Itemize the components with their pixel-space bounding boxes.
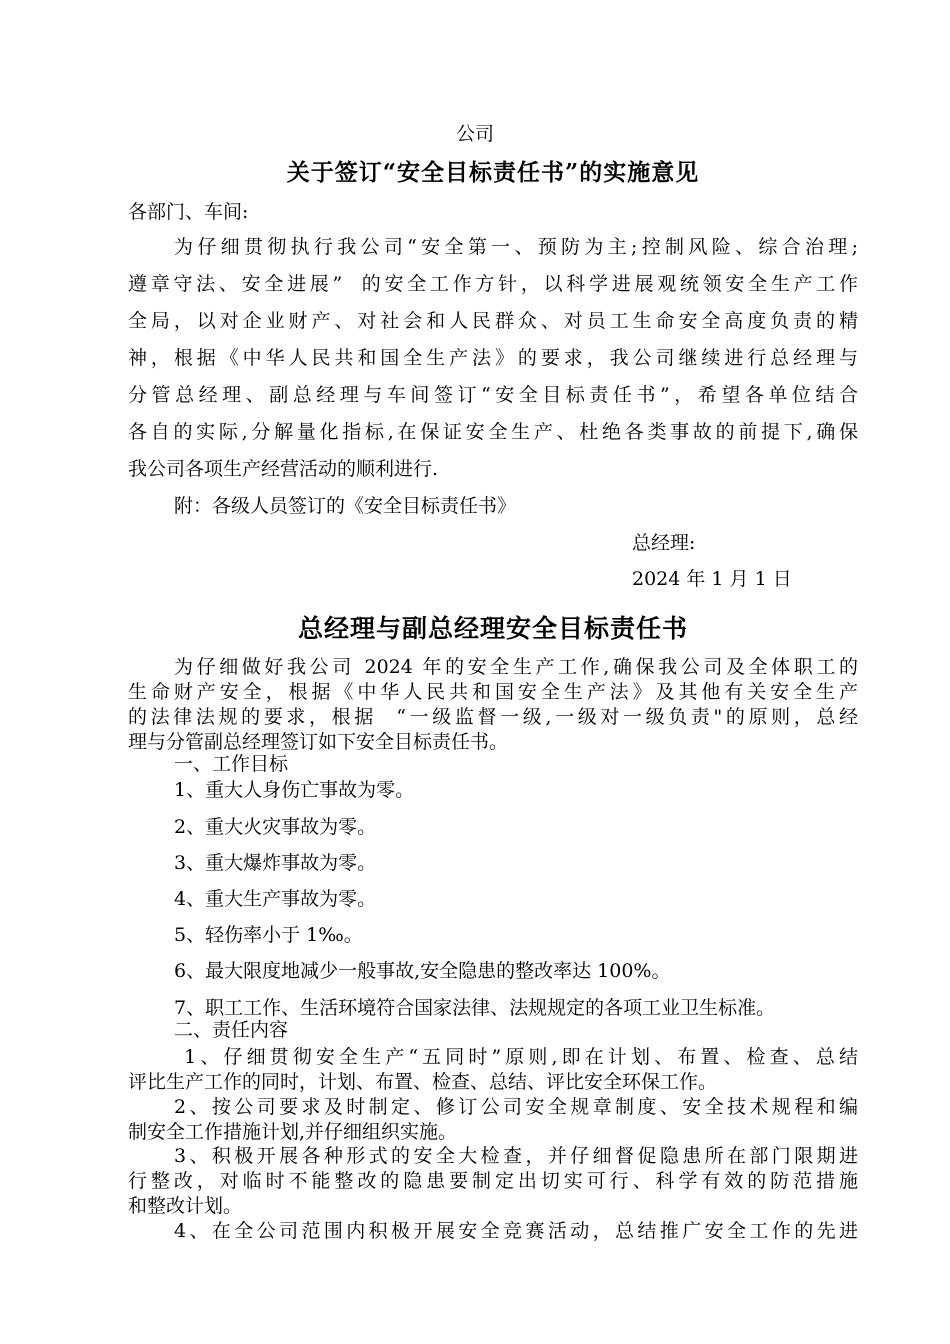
duty-line: 3、积极开展各种形式的安全大检查，并仔细督促隐患所在部门限期进 bbox=[174, 1145, 858, 1167]
goal-item: 5、轻伤率小于 1‰。 bbox=[174, 924, 363, 946]
goal-item: 6、最大限度地减少一般事故,安全隐患的整改率达 100%。 bbox=[174, 960, 671, 982]
notice-body-line: 各自的实际,分解量化指标,在保证安全生产、杜绝各类事故的前提下,确保 bbox=[128, 421, 858, 443]
goal-item: 7、职工工作、生活环境符合国家法律、法规规定的各项工业卫生标准。 bbox=[174, 997, 776, 1019]
intro-line: 理与分管副总经理签订如下安全目标责任书。 bbox=[128, 731, 509, 753]
goal-item: 3、重大爆炸事故为零。 bbox=[174, 852, 377, 874]
notice-body-line: 我公司各项生产经营活动的顺利进行. bbox=[128, 458, 439, 480]
attachment-note: 附：各级人员签订的《安全目标责任书》 bbox=[174, 495, 517, 517]
notice-body-line: 神，根据《中华人民共和国全生产法》的要求，我公司继续进行总经理与 bbox=[128, 347, 858, 369]
goal-item: 2、重大火灾事故为零。 bbox=[174, 816, 377, 838]
intro-line: 为仔细做好我公司 2024 年的安全生产工作,确保我公司及全体职工的 bbox=[174, 656, 858, 678]
duty-line: 和整改计划。 bbox=[128, 1195, 243, 1217]
duty-line: 2、按公司要求及时制定、修订公司安全规章制度、安全技术规程和编 bbox=[174, 1096, 858, 1118]
notice-body-line: 分管总经理、副总经理与车间签订“安全目标责任书”，希望各单位结合 bbox=[128, 384, 858, 406]
intro-line: 生命财产安全，根据《中华人民共和国安全生产法》及其他有关安全生产 bbox=[128, 681, 858, 703]
notice-title: 关于签订“安全目标责任书”的实施意见 bbox=[286, 159, 700, 186]
duty-line: 评比生产工作的同时，计划、布置、检查、总结、评比安全环保工作。 bbox=[128, 1071, 718, 1093]
intro-line: 的法律法规的要求，根据 “一级监督一级,一级对一级负责"的原则，总经 bbox=[128, 706, 858, 728]
signer-label: 总经理: bbox=[632, 532, 696, 554]
goal-item: 4、重大生产事故为零。 bbox=[174, 888, 377, 910]
duty-line: 4、在全公司范围内积极开展安全竞赛活动，总结推广安全工作的先进 bbox=[174, 1220, 858, 1242]
company-name: 公司 bbox=[455, 123, 494, 145]
notice-date: 2024 年 1 月 1 日 bbox=[632, 568, 792, 590]
notice-body-line: 遵章守法、安全进展” 的安全工作方针，以科学进展观统领安全生产工作 bbox=[128, 273, 858, 295]
duty-line: 1、仔细贯彻安全生产“五同时”原则,即在计划、布置、检查、总结 bbox=[174, 1046, 858, 1068]
duty-line: 制安全工作措施计划,并仔细组织实施。 bbox=[128, 1121, 458, 1143]
agreement-title: 总经理与副总经理安全目标责任书 bbox=[297, 614, 688, 643]
duty-line: 行整改，对临时不能整改的隐患要制定出切实可行、科学有效的防范措施 bbox=[128, 1170, 858, 1192]
notice-body-line: 为仔细贯彻执行我公司“安全第一、预防为主;控制风险、综合治理; bbox=[174, 236, 858, 258]
section-heading: 二、责任内容 bbox=[174, 1019, 289, 1041]
notice-body-line: 全局，以对企业财产、对社会和人民群众、对员工生命安全高度负责的精 bbox=[128, 310, 858, 332]
goal-item: 1、重大人身伤亡事故为零。 bbox=[174, 779, 415, 801]
section-heading: 一、工作目标 bbox=[174, 753, 289, 775]
salutation: 各部门、车间: bbox=[128, 201, 249, 223]
